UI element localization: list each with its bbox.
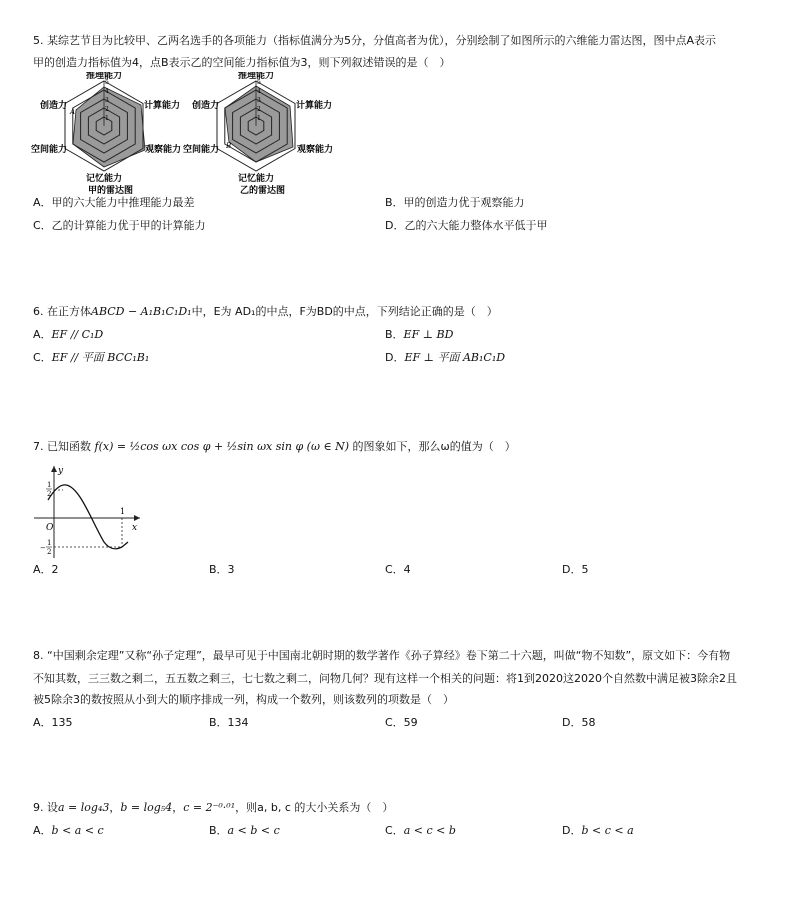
radar-yi-label-creativity: 创造力	[192, 101, 220, 111]
q5-option-c[interactable]: C．乙的计算能力优于甲的计算能力	[33, 219, 206, 232]
radar-yi-label-reasoning: 推理能力	[238, 72, 275, 81]
q7-curve	[48, 485, 128, 549]
q7-stem	[33, 440, 516, 454]
q9-prefix: 9. 设	[33, 801, 58, 814]
q6-option-c-letter: C．	[33, 351, 52, 364]
q7-y-top-den: 2	[47, 490, 52, 498]
radar-yi-label-memory: 记忆能力	[238, 174, 275, 184]
q9-b: b = log₅4	[120, 801, 173, 814]
radar-yi-tick-3: 3	[257, 97, 261, 104]
q8-stem-line2: 不知其数，三三数之剩二，五五数之剩三，七七数之剩二，问物几何？现有这样一个相关的问题：将1到2020这2020个自然数中满足被3除余2且	[33, 672, 737, 685]
q6-cube: ABCD − A₁B₁C₁D₁	[91, 305, 192, 318]
q7-origin: O	[46, 523, 54, 533]
radar-yi-label-space: 空间能力	[183, 145, 220, 155]
q8-option-b[interactable]: B．134	[209, 716, 249, 729]
q7-y-bot-den: 2	[47, 548, 52, 556]
q8-option-d[interactable]: D．58	[562, 716, 596, 729]
q9-option-d[interactable]	[562, 824, 634, 838]
q9-suffix: ，则a, b, c 的大小关系为（ ）	[235, 801, 394, 814]
q9-option-d-math: b < c < a	[581, 824, 634, 837]
q9-option-b[interactable]	[209, 824, 280, 838]
q6-option-d[interactable]	[385, 351, 505, 365]
q6-option-b-math: EF ⊥ BD	[403, 328, 454, 341]
q7-suffix: 的图象如下，那么ω的值为（ ）	[352, 440, 516, 453]
radar-jia-tick-1: 1	[105, 115, 109, 122]
q9-c: c = 2⁻⁰·⁰¹	[183, 801, 236, 814]
radar-jia-tick-5: 5	[105, 79, 109, 86]
q7-y-bot-minus: −	[40, 544, 46, 552]
q9-option-c-letter: C．	[385, 824, 404, 837]
q6-option-d-math: EF ⊥ 平面 AB₁C₁D	[404, 351, 506, 364]
radar-yi-tick-2: 2	[257, 106, 261, 113]
radar-jia-label-observation: 观察能力	[145, 145, 182, 155]
q7-option-c[interactable]: C．4	[385, 563, 411, 576]
q7-x-label: x	[132, 523, 138, 533]
radar-yi-point-b: B	[226, 142, 232, 150]
q7-y-bot-num: 1	[47, 539, 52, 547]
q9-option-b-math: a < b < c	[227, 824, 280, 837]
q8-stem-line3: 被5除余3的数按照从小到大的顺序排成一列，构成一个数列，则该数列的项数是（ ）	[33, 693, 454, 706]
q9-option-a-letter: A．	[33, 824, 52, 837]
q5-option-d[interactable]: D．乙的六大能力整体水平低于甲	[385, 219, 548, 232]
q7-option-d[interactable]: D．5	[562, 563, 589, 576]
q6-option-a-math: EF // C₁D	[51, 328, 104, 341]
radar-jia-tick-2: 2	[105, 106, 109, 113]
q7-x-tick: 1	[120, 507, 126, 516]
radar-yi-label-observation: 观察能力	[297, 145, 334, 155]
q8-option-c[interactable]: C．59	[385, 716, 418, 729]
radar-chart-yi	[182, 72, 342, 196]
q6-stem	[33, 305, 498, 319]
q6-option-a[interactable]	[33, 328, 103, 342]
radar-jia-label-memory: 记忆能力	[86, 174, 123, 184]
q5-option-a[interactable]: A．甲的六大能力中推理能力最差	[33, 196, 195, 209]
q8-option-a[interactable]: A．135	[33, 716, 73, 729]
q6-prefix: 6. 在正方体	[33, 305, 91, 318]
q7-function-graph	[30, 462, 145, 560]
q6-option-b[interactable]	[385, 328, 453, 342]
radar-jia-caption: 甲的雷达图	[88, 186, 134, 196]
radar-yi-tick-4: 4	[257, 88, 261, 95]
q6-option-b-letter: B．	[385, 328, 404, 341]
q7-y-top-num: 1	[47, 481, 52, 489]
q5-stem-line2: 甲的创造力指标值为4，点B表示乙的空间能力指标值为3，则下列叙述错误的是（ ）	[33, 56, 451, 69]
q6-option-c-math: EF // 平面 BCC₁B₁	[51, 351, 150, 364]
q6-option-d-letter: D．	[385, 351, 405, 364]
radar-jia-label-calculation: 计算能力	[144, 101, 181, 111]
radar-jia-label-space: 空间能力	[31, 145, 68, 155]
radar-yi-tick-1: 1	[257, 115, 261, 122]
q5-option-b[interactable]: B．甲的创造力优于观察能力	[385, 196, 525, 209]
q8-stem-line1: 8. “中国剩余定理”又称“孙子定理”，最早可见于中国南北朝时期的数学著作《孙子算经》卷下第二十六题，叫做“物不知数”，原文如下：今有物	[33, 649, 731, 662]
q9-option-b-letter: B．	[209, 824, 228, 837]
q6-option-c[interactable]	[33, 351, 149, 365]
radar-chart-jia	[30, 72, 190, 196]
q6-middle: 中，E为 AD₁的中点，F为BD的中点，下列结论正确的是（ ）	[191, 305, 498, 318]
q7-prefix: 7. 已知函数	[33, 440, 91, 453]
q7-option-b[interactable]: B．3	[209, 563, 235, 576]
q9-option-c[interactable]	[385, 824, 456, 838]
q7-formula: f(x) = ½cos ωx cos φ + ½sin ωx sin φ (ω ∈ N)	[94, 440, 349, 453]
radar-yi-label-calculation: 计算能力	[296, 101, 333, 111]
q5-stem-line1: 5. 某综艺节目为比较甲、乙两名选手的各项能力（指标值满分为5分，分值高者为优），分别绘制了如图所示的六维能力雷达图，图中点A表示	[33, 34, 717, 47]
radar-yi-tick-5: 5	[257, 79, 261, 86]
q6-option-a-letter: A．	[33, 328, 52, 341]
q9-option-d-letter: D．	[562, 824, 582, 837]
q9-option-a[interactable]	[33, 824, 104, 838]
radar-jia-label-reasoning: 推理能力	[86, 72, 123, 81]
radar-jia-tick-4: 4	[105, 88, 109, 95]
q9-option-c-math: a < c < b	[403, 824, 456, 837]
q9-stem: 9. 设a = log₄3，b = log₅4，c = 2⁻⁰·⁰¹，则a, b, c 的大小关系为（ ）	[33, 801, 394, 814]
radar-jia-label-creativity: 创造力	[40, 101, 68, 111]
radar-jia-point-a: A	[70, 108, 76, 116]
q9-a: a = log₄3	[58, 801, 110, 814]
radar-yi-caption: 乙的雷达图	[240, 186, 286, 196]
q7-option-a[interactable]: A．2	[33, 563, 59, 576]
q9-option-a-math: b < a < c	[51, 824, 104, 837]
radar-jia-tick-3: 3	[105, 97, 109, 104]
q7-y-label: y	[58, 466, 64, 476]
